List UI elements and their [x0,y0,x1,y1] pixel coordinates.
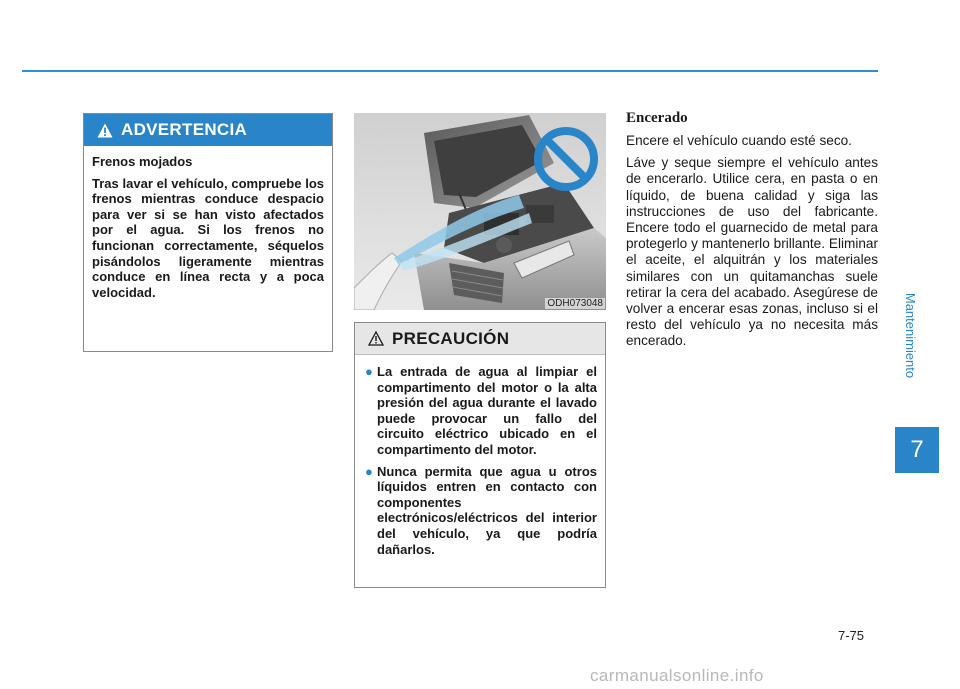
section-title: Encerado [626,110,688,126]
watermark: carmanualsonline.info [590,666,764,685]
caution-item-text: La entrada de agua al limpiar el compartimento del motor o la alta presión del agua durante el lavado puede provocar un fallo del circuito eléctrico ubicado en el compartimento del motor. [377,364,597,457]
chapter-tab[interactable]: 7 [895,427,939,473]
warning-subtitle: Frenos mojados [92,154,193,169]
paragraph: Láve y seque siempre el vehículo antes de encerarlo. Utilice cera, en pasta o en líquido, de buena calidad y siga las instrucciones de uso del fabricante. Encere todo el guarnecido de metal para protegerlo y mantenerlo brillante. Eliminar el aceite, el alquitrán y los materiales similares con un quitamanchas suele retirar la cera del acabado. Asegúrese de volver a encerar esas zonas, incluso si el resto del vehículo ya no necesita más encerado. [626,155,878,349]
caution-box [354,322,606,588]
warning-title: ADVERTENCIA [121,120,248,139]
caution-triangle-icon [368,331,384,346]
section-side-label-text: Mantenimiento [903,292,919,378]
caution-header [355,323,605,355]
warning-box [83,113,333,352]
caution-item [365,464,597,558]
bullet-icon: ● [365,364,373,379]
caution-list [355,355,605,557]
caution-title: PRECAUCIÓN [392,328,510,348]
caution-item-text: Nunca permita que agua u otros líquidos entren en contacto con componentes electrónicos/eléctricos del interior del vehículo, ya que podría dañarlos. [377,463,597,557]
warning-text: Tras lavar el vehículo, compruebe los frenos mientras conduce despacio para ver si se han visto afectados por el agua. Si los frenos no funcionan correctamente, séquelos pisándolos ligeramente mientras conduce en línea recta y a poca velocidad. [92,175,324,300]
section-side-label [899,245,923,425]
bullet-icon: ● [365,463,373,479]
paragraph: Encere el vehículo cuando esté seco. [626,133,852,148]
page-number: 7-75 [838,628,865,643]
engine-bay-illustration [354,113,606,310]
image-code: ODH073048 [547,298,603,309]
top-rule [22,70,878,72]
warning-triangle-icon [97,123,113,138]
car-hood-open-image [354,113,606,310]
waxing-section [626,110,878,356]
caution-item [365,364,597,458]
warning-header [84,114,332,146]
